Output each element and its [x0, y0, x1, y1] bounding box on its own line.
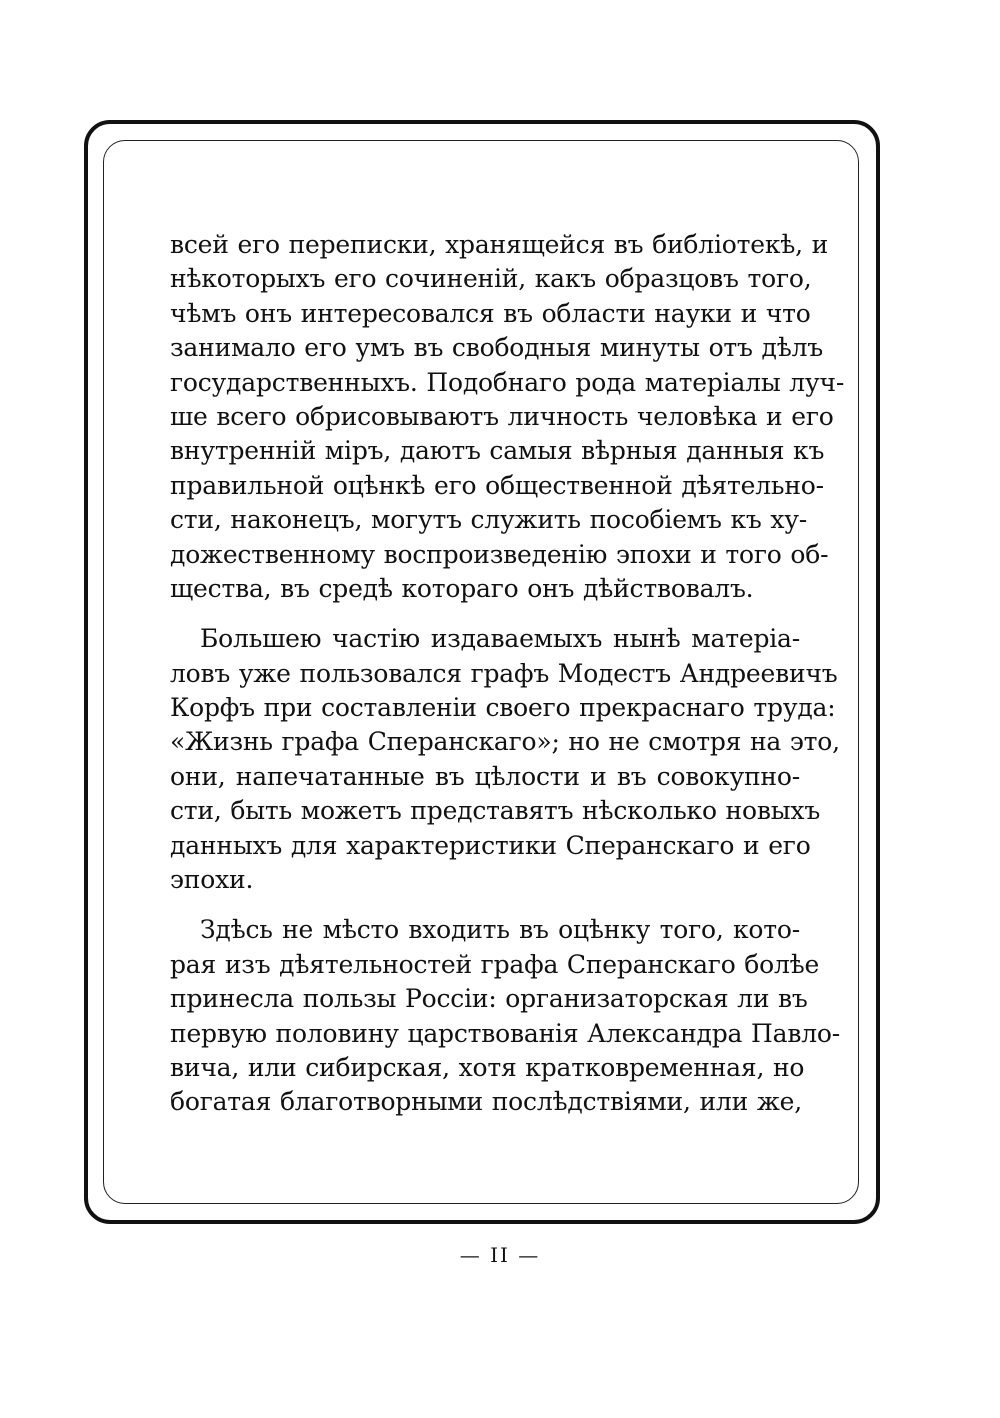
text-line: эпохи.: [170, 865, 254, 895]
text-line: чѣмъ онъ интересовался въ области науки и что: [170, 298, 811, 328]
text-line: Здѣсь не мѣсто входить въ оцѣнку того, кото-: [200, 915, 800, 945]
paragraph-gap: [170, 606, 800, 622]
text-line: Большею частію издаваемыхъ нынѣ матеріа-: [200, 624, 800, 654]
text-line: дожественному воспроизведенію эпохи и того об-: [170, 539, 829, 569]
text-line: данныхъ для характеристики Сперанскаго и его: [170, 830, 811, 860]
text-line: рая изъ дѣятельностей графа Сперанскаго болѣе: [170, 949, 820, 979]
text-line: богатая благотворными послѣдствіями, или же,: [170, 1087, 802, 1117]
text-line: государственныхъ. Подобнаго рода матеріалы луч-: [170, 367, 845, 397]
paragraph-gap: [170, 897, 800, 913]
text-line: нѣкоторыхъ его сочиненій, какъ образцовъ того,: [170, 264, 812, 294]
text-line: они, напечатанные въ цѣлости и въ совокупно-: [170, 761, 800, 791]
text-line: сти, быть можетъ представятъ нѣсколько новыхъ: [170, 796, 821, 826]
text-line: ловъ уже пользовался графъ Модестъ Андреевичъ: [170, 658, 838, 688]
text-line: Корфъ при составленіи своего прекраснаго труда:: [170, 693, 836, 723]
paragraph-3: [170, 913, 840, 1119]
text-line: принесла пользы Россіи: организаторская ли въ: [170, 984, 808, 1014]
text-line: сти, наконецъ, могутъ служить пособіемъ къ ху-: [170, 505, 808, 535]
text-line: занимало его умъ въ свободныя минуты отъ дѣлъ: [170, 333, 823, 363]
paragraph-2: [170, 622, 840, 897]
text-line: щества, въ средѣ котораго онъ дѣйствовалъ.: [170, 573, 754, 603]
paragraph-1: [170, 228, 845, 606]
page-number: — II —: [459, 1243, 541, 1267]
text-line: правильной оцѣнкѣ его общественной дѣятельно-: [170, 470, 824, 500]
text-line: первую половину царствованія Александра Павло-: [170, 1018, 840, 1048]
text-line: всей его переписки, хранящейся въ библіотекѣ, и: [170, 230, 829, 259]
body-text: [170, 228, 845, 1120]
text-line: «Жизнь графа Сперанскаго»; но не смотря на это,: [170, 727, 840, 757]
text-line: ше всего обрисовываютъ личность человѣка и его: [170, 401, 834, 431]
text-line: вича, или сибирская, хотя кратковременная, но: [170, 1052, 805, 1082]
text-line: внутренній міръ, даютъ самыя вѣрныя данныя къ: [170, 436, 825, 466]
